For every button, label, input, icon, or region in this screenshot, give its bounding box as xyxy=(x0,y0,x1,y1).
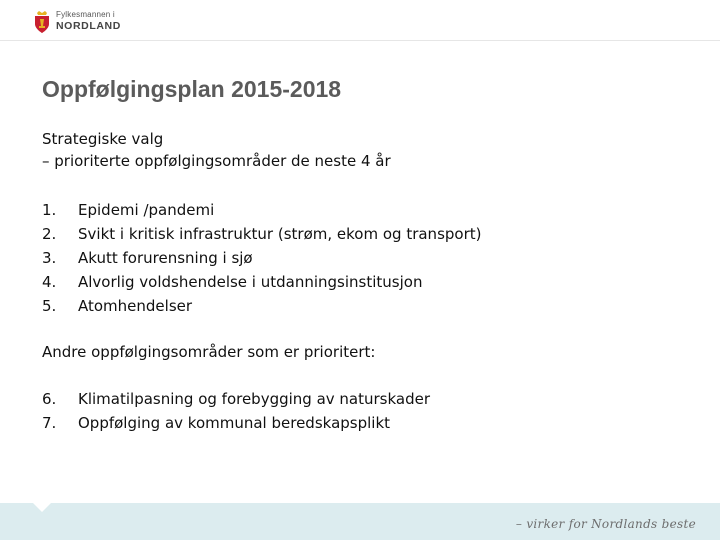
logo xyxy=(34,11,121,33)
list-item xyxy=(42,222,682,246)
coat-of-arms-icon xyxy=(34,11,50,33)
list-item xyxy=(42,198,682,222)
list-text: Oppfølging av kommunal beredskapsplikt xyxy=(78,414,391,432)
list-item xyxy=(42,270,682,294)
priority-list xyxy=(42,198,682,318)
header xyxy=(0,0,720,41)
slide-title: Oppfølgingsplan 2015-2018 xyxy=(42,76,342,102)
list-text: Svikt i kritisk infrastruktur (strøm, ekom og transport) xyxy=(78,225,482,243)
list-number: 6. xyxy=(42,390,57,408)
list-item xyxy=(42,294,682,318)
list-number: 4. xyxy=(42,273,57,291)
list-item xyxy=(42,411,682,435)
list-item xyxy=(42,387,682,411)
other-list xyxy=(42,387,682,435)
logo-line1: Fylkesmannen i xyxy=(56,10,115,19)
list-number: 2. xyxy=(42,225,57,243)
list-text: Atomhendelser xyxy=(78,297,193,315)
list-text: Akutt forurensning i sjø xyxy=(78,249,253,267)
subtitle-line2: – prioriterte oppfølgingsområder de neste 4 år xyxy=(42,152,391,170)
list-text: Epidemi /pandemi xyxy=(78,201,215,219)
slide-body xyxy=(42,128,682,435)
list-item xyxy=(42,246,682,270)
list-number: 3. xyxy=(42,249,57,267)
other-heading: Andre oppfølgingsområder som er prioritert: xyxy=(42,343,376,361)
list-text: Alvorlig voldshendelse i utdanningsinstitusjon xyxy=(78,273,423,291)
footer-tagline: – virker for Nordlands beste xyxy=(515,517,696,531)
footer-band xyxy=(0,503,720,540)
list-text: Klimatilpasning og forebygging av naturskader xyxy=(78,390,431,408)
list-number: 7. xyxy=(42,414,57,432)
subtitle-line1: Strategiske valg xyxy=(42,130,164,148)
logo-line2: NORDLAND xyxy=(56,20,121,32)
list-number: 1. xyxy=(42,201,57,219)
list-number: 5. xyxy=(42,297,57,315)
footer-notch xyxy=(33,503,51,512)
